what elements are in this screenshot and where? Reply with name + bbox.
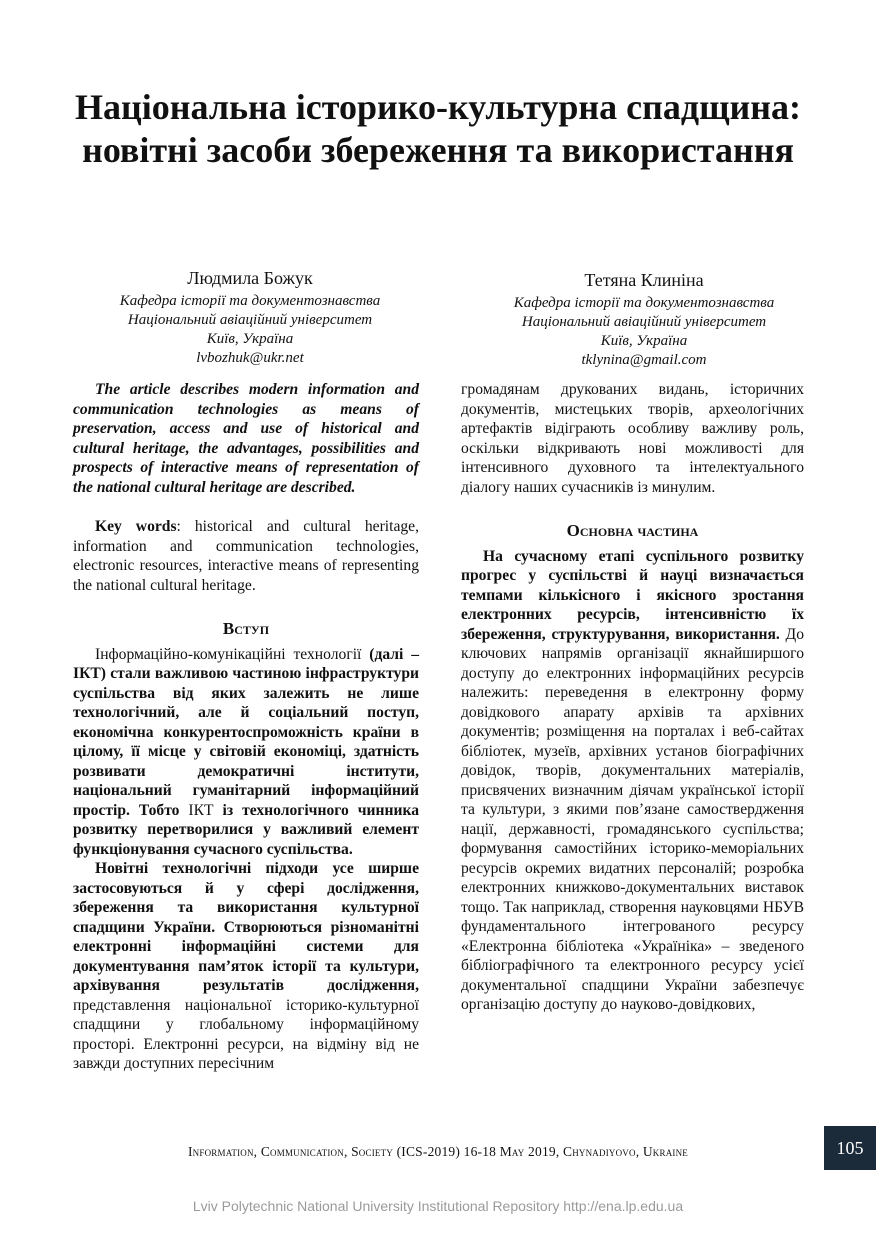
keywords-text: historical and cultural heritage, information and communication technologies, electronic resources, interactive means of representing the national cultural heritage. bbox=[73, 518, 419, 594]
text-run: До ключових напрямів організації якнайширшого доступу до електронних інформаційних ресурсів належить: переведення в електронну форму довідкового апарату архівів та архівних документів; розміщення на порталах і веб-сайтах бібліотек, музеїв, архівних установ біографічних довідок, творів, документальних матеріалів, присвячених визначним діячам української історії та культури, з якими пов’язане самоствердження нації, державності, громадянського суспільства; формування самостійних історико-меморіальних ресурсів окремих видатних персоналій; розробка електронних книжково-документальних виставок тощо. Так наприклад, створення науковцями НБУВ фундаментального інтегрованого ресурсу «Електронна бібліотека «Україніка» – зведеного бібліографічного та електронного ресурсу усієї документальної спадщини України забезпечує організацію доступу до науково-довідкових, bbox=[461, 625, 804, 1013]
text-run-bold: Новітні технологічні підходи усе ширше застосовуються й у сфері дослідження, збереження та використання культурної спадщини України. Створюються різноманітні електронні інформаційні системи для документування пам’яток історії та культури, архівування результатів дослідження, bbox=[73, 860, 419, 994]
keywords-separator: : bbox=[176, 518, 195, 535]
author-block-2 bbox=[470, 268, 818, 370]
text-run-bold: На сучасному етапі суспільного розвитку прогрес у суспільстві й науці визначається темпами кількісного і якісного зростання електронних ресурсів, інтенсивністю їх збереження, структурування, використання. bbox=[461, 547, 804, 643]
author-city: Київ, Україна bbox=[600, 333, 688, 349]
repository-notice[interactable]: Lviv Polytechnic National University Institutional Repository http://ena.lp.edu.ua bbox=[192, 1198, 684, 1214]
author-department: Кафедра історії та документознавства bbox=[119, 293, 381, 309]
intro-continuation: громадянам друкованих видань, історичних документів, мистецьких творів, археологічних артефактів відіграють особливу важливу роль, оскільки відкривають нові можливості для інтенсивного духовного та інтелектуального діалогу наших сучасників із минулим. bbox=[461, 381, 804, 496]
text-run-bold: (далі – ІКТ) стали важливою частиною інфраструктури суспільства від яких залежить не лише технологічний, але й соціальний поступ, економічна конкурентоспроможність країни в цілому, її місце у світовій економіці, здатність розвивати демократичні інститути, національний гуманітарний інформаційний простір. Тобто bbox=[73, 645, 419, 819]
author-name: Людмила Божук bbox=[187, 268, 313, 288]
keywords-label: Key words bbox=[95, 518, 177, 535]
conference-footer: Information, Communication, Society (ICS-2019) 16-18 May 2019, Chynadiyovo, Ukraine bbox=[187, 1144, 689, 1159]
keywords bbox=[73, 517, 419, 595]
text-run: Інформаційно-комунікаційні технології bbox=[95, 645, 370, 663]
author-block-1 bbox=[80, 266, 420, 368]
page-number: 105 bbox=[824, 1126, 876, 1170]
text-run: представлення національної історико-культурної спадщини у глобальному інформаційному просторі. Електронні ресурси, на відміну від не завжди доступних пересічним bbox=[73, 996, 419, 1072]
author-university: Національний авіаційний університет bbox=[127, 312, 373, 328]
intro-paragraph-2 bbox=[73, 859, 419, 1074]
author-university: Національний авіаційний університет bbox=[521, 314, 767, 330]
intro-paragraph-1 bbox=[73, 645, 419, 860]
author-city: Київ, Україна bbox=[206, 331, 294, 347]
abstract: The article describes modern information and communication technologies as means of preservation, access and use of historical and cultural heritage, the advantages, possibilities and prospects of interactive means of representation of the national cultural heritage are described. bbox=[73, 381, 419, 496]
author-email[interactable]: tklynina@gmail.com bbox=[581, 352, 707, 368]
paper-title: Національна історико-культурна спадщина: новітні засоби збереження та використання bbox=[75, 87, 801, 170]
author-name: Тетяна Клиніна bbox=[584, 270, 704, 290]
main-paragraph-1 bbox=[461, 547, 804, 1015]
left-column bbox=[73, 380, 419, 1074]
author-email[interactable]: lvbozhuk@ukr.net bbox=[196, 350, 304, 366]
author-department: Кафедра історії та документознавства bbox=[513, 295, 775, 311]
section-heading-main: Основна частина bbox=[566, 521, 699, 540]
text-run: ІКТ bbox=[188, 801, 214, 819]
right-column bbox=[461, 380, 804, 1015]
section-heading-intro: Вступ bbox=[222, 619, 270, 638]
text-run-bold: із технологічного чинника розвитку перетворилися у важливий елемент функціонування сучасного суспільства. bbox=[73, 801, 419, 858]
